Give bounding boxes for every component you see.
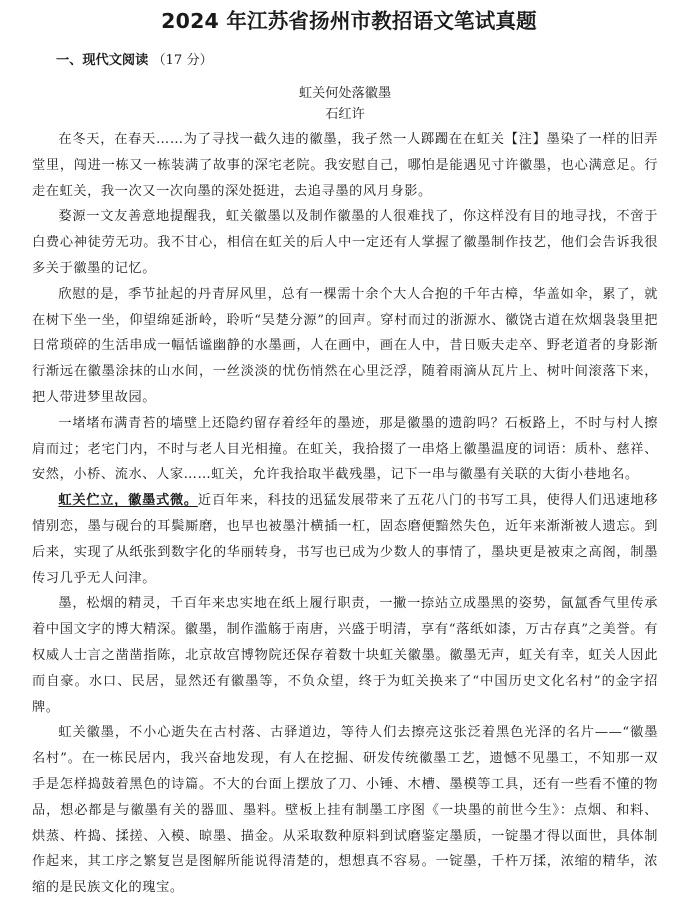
paragraph-5 bbox=[32, 488, 658, 591]
article-author: 石红许 bbox=[325, 107, 365, 122]
paragraph-text: 墨，松烟的精灵，千百年来忠实地在纸上履行职责，一撇一捺站立成墨黑的姿势，氤氲香气里传承着中国文字的博大精深。徽墨，制作滥觞于南唐，兴盛于明清，享有“落纸如漆，万古存真”之美誉。有权威人士言之凿凿指陈，北京故宫博物院还保存着数十块虹关徽墨。徽墨无声，虹关有幸，虹关人因此而自豪。水口、民居，显然还有徽墨等，不负众望，终于为虹关换来了“中国历史文化名村”的金字招牌。 bbox=[32, 596, 658, 715]
paragraph-4 bbox=[32, 411, 658, 488]
article-title: 虹关何处落徽墨 bbox=[298, 86, 392, 101]
paragraph-text: 近百年来，科技的迅猛发展带来了五花八门的书写工具，使得人们迅速地移情别恋，墨与砚台的耳鬓厮磨，也早也被墨汁横插一杠，固态磨便黯然失色，近年来渐渐被人遗忘。到后来，实现了从纸张到数字化的华丽转身，书写也已成为少数人的事情了，墨块更是被束之高阁，制墨传习几乎无人问津。 bbox=[32, 493, 659, 586]
section-heading bbox=[56, 51, 658, 71]
article-body bbox=[32, 127, 658, 901]
paragraph-text: 欣慰的是，季节扯起的丹青屏风里，总有一棵需十余个大人合抱的千年古樟，华盖如伞，累了，就在树下坐一坐，仰望绵延浙岭，聆听“吴楚分源”的回声。穿村而过的浙源水、徽饶古道在炊烟袅袅里把日常琐碎的生活串成一幅恬谧幽静的水墨画，人在画中，画在人中，昔日贩夫走卒、野老道者的身影渐行渐远在徽墨涂抹的山水间，一丝淡淡的忧伤悄然在心里泛浮，随着雨滴从瓦片上、树叶间滚落下来，把人带进梦里故园。 bbox=[32, 286, 658, 405]
paragraph-text: 婺源一文友善意地提醒我，虹关徽墨以及制作徽墨的人很难找了，你这样没有目的地寻找，不啻于白费心神徒劳无功。我不甘心，相信在虹关的后人中一定还有人掌握了徽墨制作技艺，他们会告诉我很多关于徽墨的记忆。 bbox=[32, 209, 658, 276]
paragraph-text: 一堵堵布满青苔的墙壁上还隐约留存着经年的墨迹，那是徽墨的遗韵吗？石板路上，不时与村人擦肩而过；老宅门内，不时与老人目光相撞。在虹关，我拾掇了一串烙上徽墨温度的词语：质朴、慈祥、安然，小桥、流水、人家……虹关，允许我拾取半截残墨，记下一串与徽墨有关联的大街小巷地名。 bbox=[32, 415, 658, 483]
paragraph-6 bbox=[32, 591, 658, 720]
section-points: （17 分） bbox=[152, 53, 213, 68]
paragraph-text: 在冬天，在春天……为了寻找一截久违的徽墨，我孑然一人踯躅在在虹关【注】墨染了一样的旧弄堂里，闯进一栋又一栋装满了故事的深宅老院。我安慰自己，哪怕是能遇见寸许徽墨，也心满意足。行走在虹关，我一次又一次向墨的深处挺进，去追寻墨的风月身影。 bbox=[32, 132, 658, 199]
paragraph-text: 虹关徽墨，不小心逝失在古村落、古驿道边，等待人们去擦亮这张泛着黑色光泽的名片——“徽墨名村”。在一栋民居内，我兴奋地发现，有人在挖掘、研发传统徽墨工艺，遗憾不见墨工，不知那一双手是怎样捣鼓着黑色的诗篇。不大的台面上摆放了刀、小锤、木槽、墨模等工具，还有一些看不懂的物品，想必都是与徽墨有关的器皿、墨料。壁板上挂有制墨工序图《一块墨的前世今生》：点烟、和料、烘蒸、杵捣、揉搓、入模、晾墨、描金。从采取数种原料到试磨鉴定墨质，一锭墨才得以面世，具体制作起来，其工序之繁复岂是图解所能说得清楚的，想想真不容易。一锭墨，千杵万揉，浓缩的精华，浓缩的是民族文化的瑰宝。 bbox=[32, 725, 658, 896]
section-label: 一、现代文阅读 bbox=[56, 53, 149, 68]
paragraph-7 bbox=[32, 720, 658, 901]
paragraph-2 bbox=[32, 204, 658, 281]
paragraph-1 bbox=[32, 127, 658, 204]
paragraph-3 bbox=[32, 282, 658, 411]
paragraph-inline-heading: 虹关伫立，徽墨式微。 bbox=[58, 493, 198, 509]
document-title: 2024 年江苏省扬州市教招语文笔试真题 bbox=[161, 9, 537, 33]
